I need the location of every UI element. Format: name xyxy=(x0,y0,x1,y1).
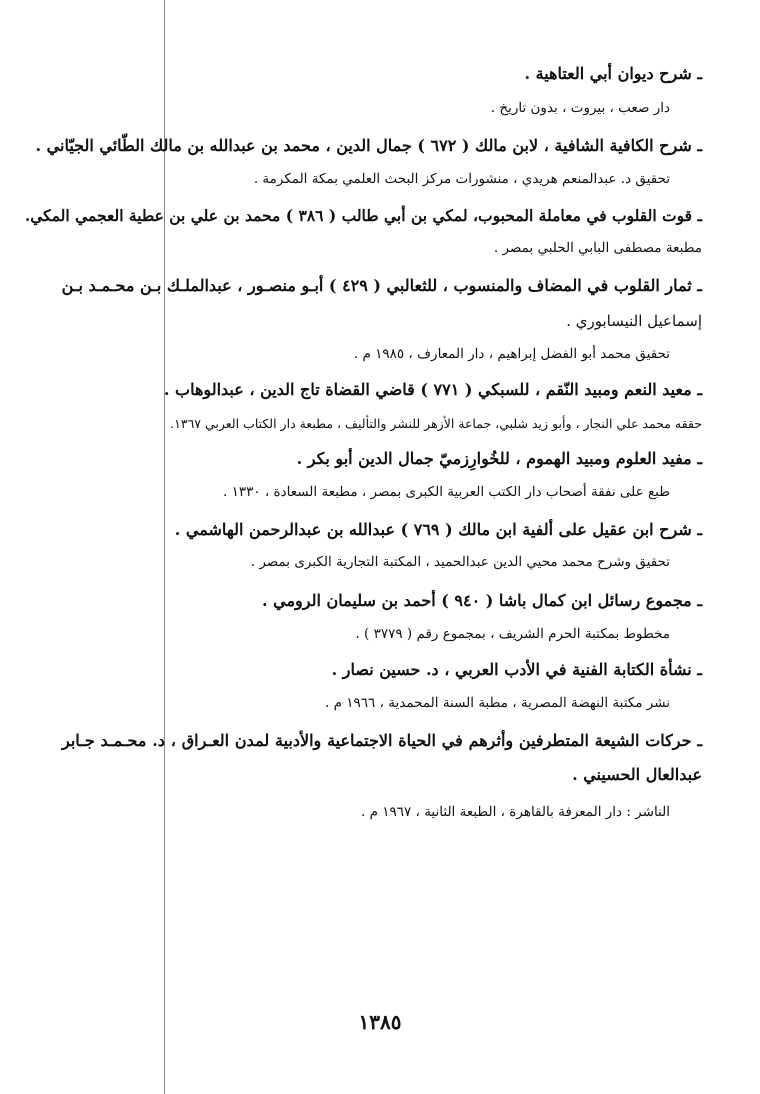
entry-details: حققه محمد علي النجار ، وأبو زيد شلبي، جماعة الأزهر للنشر والتأليف ، مطبعة دار الكتاب العربي ١٣٦٧. xyxy=(170,416,702,431)
entry-title-continued: عبدالعال الحسيني . xyxy=(572,765,702,784)
entry-details: طبع على نفقة أصحاب دار الكتب العربية الكبرى بمصر ، مطبعة السعادة ، ١٣٣٠ . xyxy=(223,484,670,500)
entry-title: ـ شرح ديوان أبي العتاهية . xyxy=(524,64,702,83)
entry-title: ـ شرح الكافية الشافية ، لابن مالك ( ٦٧٢ ) جمال الدين ، محمد بن عبدالله بن مالك الطّائي الجيّاني . xyxy=(35,136,702,155)
entry-details: مخطوط بمكتبة الحرم الشريف ، بمجموع رقم ( ٣٧٧٩ ) . xyxy=(355,626,670,642)
entry-title: ـ حركات الشيعة المتطرفين وأثرهم في الحياة الاجتماعية والأدبية لمدن العـراق ، د. محـمـد جـابر xyxy=(62,731,703,750)
entry-title: ـ قوت القلوب في معاملة المحبوب، لمكي بن أبي طالب ( ٣٨٦ ) محمد بن علي بن عطية العجمي المكي. xyxy=(24,206,702,225)
entry-details: نشر مكتبة النهضة المصرية ، مطبة السنة المحمدية ، ١٩٦٦ م . xyxy=(325,695,670,711)
entry-title: ـ معيد النعم ومبيد النّقم ، للسبكي ( ٧٧١ ) قاضي القضاة تاج الدين ، عبدالوهاب . xyxy=(163,380,702,399)
entry-details: تحقيق د. عبدالمنعم هريدي ، منشورات مركز البحث العلمي بمكة المكرمة . xyxy=(253,171,670,187)
margin-line xyxy=(164,0,165,1094)
entry-title: ـ ثمار القلوب في المضاف والمنسوب ، للثعالبي ( ٤٢٩ ) أبـو منصـور ، عبدالملـك بـن محـمـد بـن xyxy=(61,276,702,295)
entry-details: الناشر : دار المعرفة بالقاهرة ، الطبعة الثانية ، ١٩٦٧ م . xyxy=(361,804,670,820)
entry-title: ـ مجموع رسائل ابن كمال باشا ( ٩٤٠ ) أحمد بن سليمان الرومي . xyxy=(262,591,702,610)
entry-title: ـ شرح ابن عقيل على ألفية ابن مالك ( ٧٦٩ ) عبدالله بن عبدالرحمن الهاشمي . xyxy=(174,520,702,539)
entry-title: ـ مفيد العلوم ومبيد الهموم ، للخُوارِزميّ جمال الدين أبو بكر . xyxy=(296,449,702,468)
entry-details: دار صعب ، بيروت ، بدون تاريخ . xyxy=(490,100,670,116)
entry-title-continued: إسماعيل النيسابوري . xyxy=(566,312,702,330)
page-number: ١٣٨٥ xyxy=(358,1010,402,1034)
entry-title: ـ نشأة الكتابة الفنية في الأدب العربي ، د. حسين نصار . xyxy=(331,660,702,679)
entry-details: تحقيق وشرح محمد محيي الدين عبدالحميد ، المكتبة التجارية الكبرى بمصر . xyxy=(250,554,670,570)
entry-details: مطبعة مصطفى البابي الحلبي بمصر . xyxy=(493,240,702,256)
entry-details: تحقيق محمد أبو الفضل إبراهيم ، دار المعارف ، ١٩٨٥ م . xyxy=(353,346,670,362)
